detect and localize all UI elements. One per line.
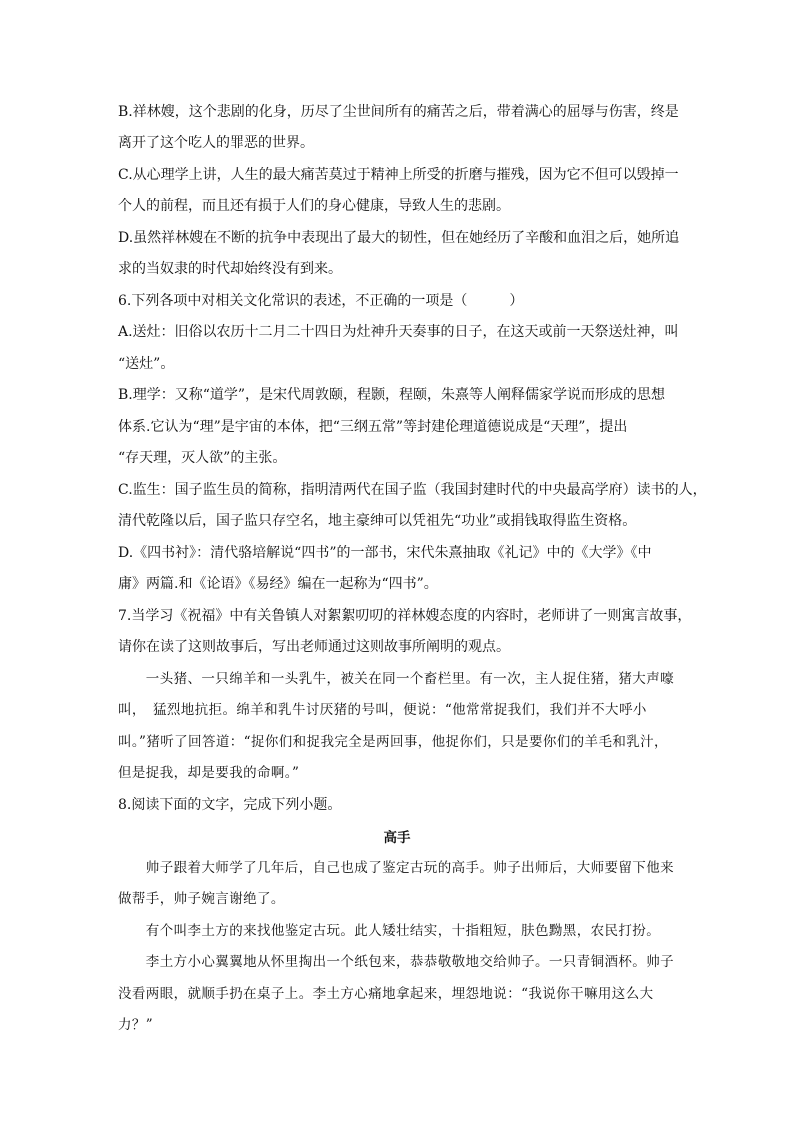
story-line-5: 没看两眼，就顺手扔在桌子上。李土方心痛地拿起来，埋怨地说：“我说你干嘛用这么大: [118, 986, 654, 1002]
q6-option-a-line-1: A.送灶：旧俗以农历十二月二十四日为灶神升天奏事的日子，在这天或前一天祭送灶神，叫: [118, 324, 679, 340]
question-6: 6.下列各项中对相关文化常识的表述，不正确的一项是（ ）: [118, 293, 524, 309]
story-title: 高手: [383, 830, 411, 846]
q6-option-b-line-3: “存天理，灭人欲”的主张。: [118, 450, 287, 466]
story-line-3: 有个叫李土方的来找他鉴定古玩。此人矮壮结实，十指粗短，肤色黝黑，农民打扮。: [118, 923, 661, 939]
fable-line-3: 叫。”猪听了回答道：“捉你们和捉我完全是两回事，他捉你们，只是要你们的羊毛和乳汁，: [118, 734, 668, 750]
story-line-4: 李土方小心翼翼地从怀里掏出一个纸包来，恭恭敬敬地交给帅子。一只青铜酒杯。帅子: [118, 954, 674, 970]
q6-option-d-line-2: 庸》两篇.和《论语》《易经》编在一起称为“四书”。: [118, 576, 438, 592]
option-d-line-1: D.虽然祥林嫂在不断的抗争中表现出了最大的韧性，但在她经历了辛酸和血泪之后，她所追: [118, 230, 680, 246]
option-b-line-1: B.祥林嫂，这个悲剧的化身，历尽了尘世间所有的痛苦之后，带着满心的屈辱与伤害，终是: [118, 104, 679, 120]
q6-option-d-line-1: D.《四书衬》：清代骆培解说“四书”的一部书，宋代朱熹抽取《礼记》中的《大学》《中: [118, 545, 652, 561]
fable-line-2: 叫， 猛烈地抗拒。绵羊和乳牛讨厌猪的号叫，便说：“他常常捉我们，我们并不大呼小: [118, 702, 647, 718]
fable-line-1: 一头猪、一只绵羊和一头乳牛，被关在同一个畜栏里。有一次，主人捉住猪，猪大声嚎: [118, 671, 674, 687]
q6-option-a-line-2: “送灶”。: [118, 356, 175, 372]
story-line-1: 帅子跟着大师学了几年后，自己也成了鉴定古玩的高手。帅子出师后，大师要留下他来: [118, 860, 674, 876]
question-7-line-1: 7.当学习《祝福》中有关鲁镇人对絮絮叨叨的祥林嫂态度的内容时，老师讲了一则寓言故事，: [118, 608, 692, 624]
q6-option-c-line-1: C.监生：国子监生员的简称，指明清两代在国子监（我国封建时代的中央最高学府）读书的人，: [118, 482, 707, 498]
option-d-line-2: 求的当奴隶的时代却始终没有到来。: [118, 261, 342, 277]
q6-option-b-line-1: B.理学：又称“道学”，是宋代周敦颐，程颢，程颐，朱熹等人阐释儒家学说而形成的思想: [118, 387, 666, 403]
option-c-line-1: C.从心理学上讲，人生的最大痛苦莫过于精神上所受的折磨与摧残，因为它不但可以毁掉一: [118, 167, 679, 183]
option-c-line-2: 个人的前程，而且还有损于人们的身心健康，导致人生的悲剧。: [118, 198, 510, 214]
option-b-line-2: 离开了这个吃人的罪恶的世界。: [118, 135, 314, 151]
fable-line-4: 但是捉我，却是要我的命啊。”: [118, 765, 300, 781]
question-8: 8.阅读下面的文字，完成下列小题。: [118, 797, 342, 813]
story-line-6: 力？”: [118, 1017, 154, 1033]
story-line-2: 做帮手，帅子婉言谢绝了。: [118, 891, 285, 907]
q6-option-c-line-2: 清代乾隆以后，国子监只存空名，地主豪绅可以凭祖先“功业”或捐钱取得监生资格。: [118, 513, 637, 529]
q6-option-b-line-2: 体系.它认为“理”是宇宙的本体，把“三纲五常”等封建伦理道德说成是“天理”，提出: [118, 419, 628, 435]
question-7-line-2: 请你在读了这则故事后，写出老师通过这则故事所阐明的观点。: [118, 639, 510, 655]
